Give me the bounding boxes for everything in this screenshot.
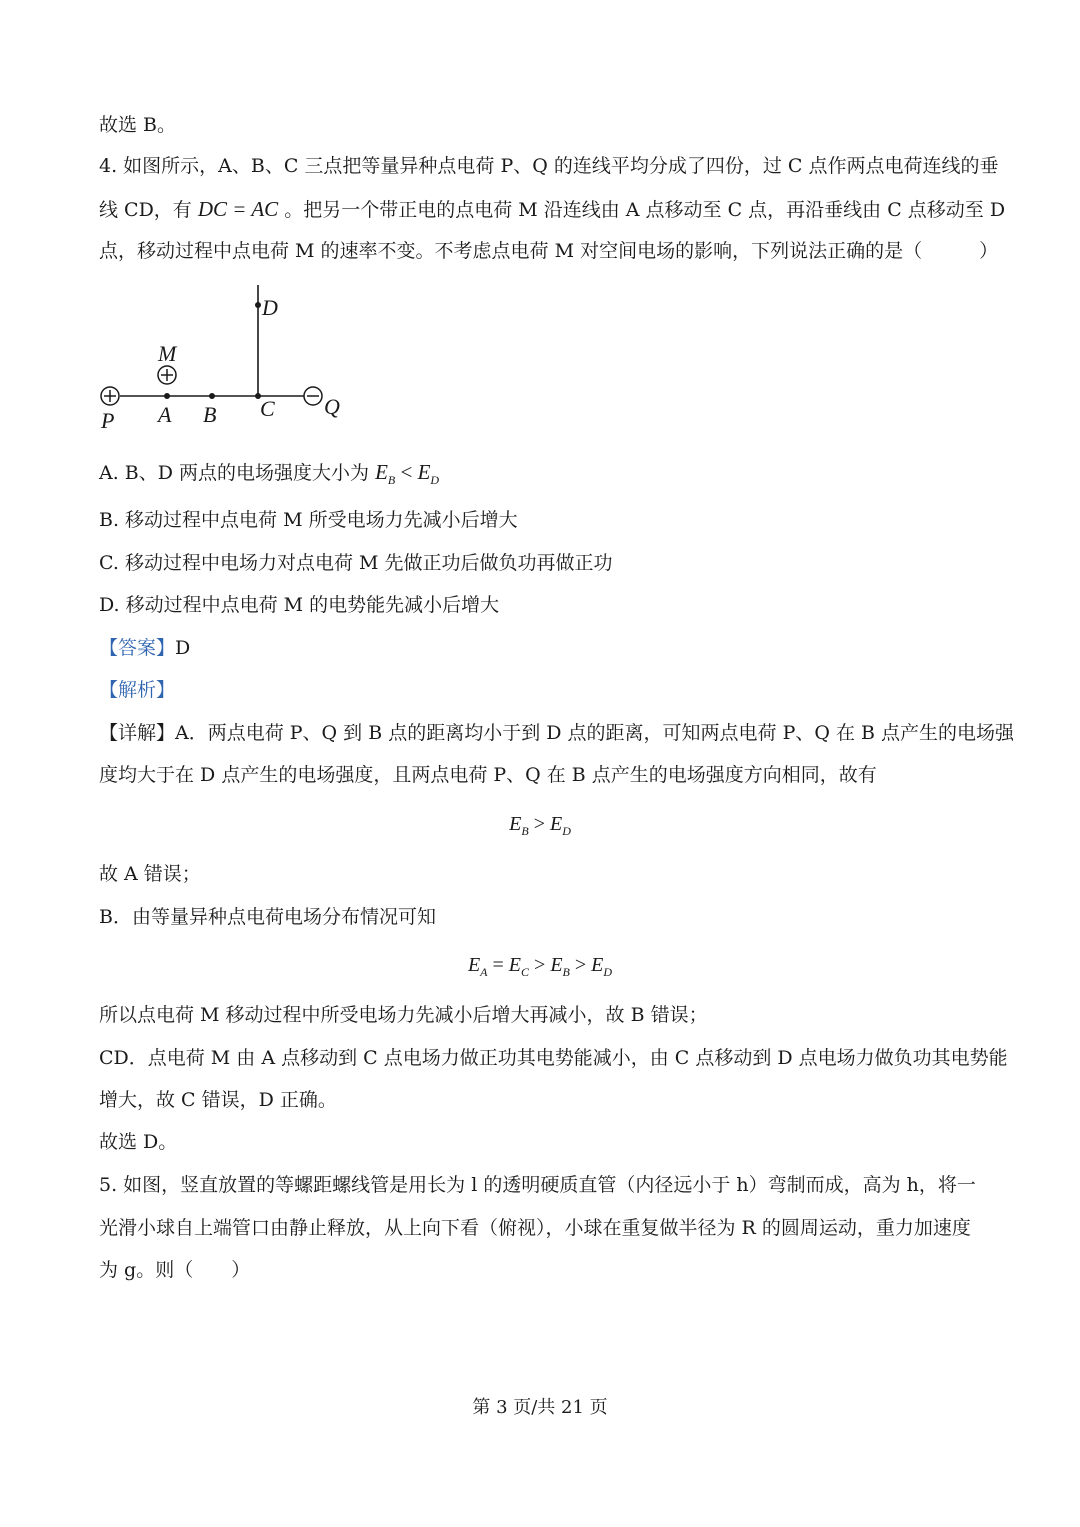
equation-2: $E_A = E_C > E_B > E_D$ [467,954,613,979]
option-c: C. 移动过程中电场力对点电荷 M 先做正功后做负功再做正功 [99,552,613,574]
charge-m-plus [158,366,176,384]
q5-stem-line1: 5. 如图，竖直放置的等螺距螺线管是用长为 l 的透明硬质直管（内径远小于 h）弯制而成，高为 h，将一 [99,1174,976,1196]
detail-tag: 【详解】 [99,722,176,744]
option-d: D. 移动过程中点电荷 M 的电势能先减小后增大 [99,594,500,616]
charge-p-plus [101,387,119,405]
detail-line2: 度均大于在 D 点产生的电场强度，且两点电荷 P、Q 在 B 点产生的电场强度方向相同，故有 [99,764,877,786]
answer-value: D [175,637,191,659]
detail-line5: 所以点电荷 M 移动过程中所受电场力先减小后增大再减小，故 B 错误； [99,1004,708,1026]
q5-stem-line2: 光滑小球自上端管口由静止释放，从上向下看（俯视），小球在重复做半径为 R 的圆周运动，重力加速度 [99,1217,971,1239]
q4-stem-line2a: 线 CD，有 [99,199,198,221]
detail-line6: CD．点电荷 M 由 A 点移动到 C 点电场力做正功其电势能减小，由 C 点移动到 D 点电场力做负功其电势能 [99,1047,1008,1069]
label-p: P [101,408,115,433]
page-footer: 第 3 页/共 21 页 [472,1397,608,1418]
detail-line1: 【详解】A．两点电荷 P、Q 到 B 点的距离均小于到 D 点的距离，可知两点电荷 P、Q 在 B 点产生的电场强 [99,722,1015,744]
label-b: B [203,402,217,427]
q4-stem-line2b: 。把另一个带正电的点电荷 M 沿连线由 A 点移动至 C 点，再沿垂线由 C 点移动至 D [278,199,1006,221]
label-c: C [260,396,275,421]
option-b: B. 移动过程中点电荷 M 所受电场力先减小后增大 [99,509,518,531]
answer-tag: 【答案】 [99,637,176,659]
q4-condition-eq: DC = AC [197,197,279,221]
detail-line4: B．由等量异种点电荷电场分布情况可知 [99,906,436,928]
q4-stem-line2 [99,197,1005,222]
detail-line3: 故 A 错误； [99,863,201,885]
option-a-text: A. B、D 两点的电场强度大小为 [99,462,376,484]
point-d [255,302,261,308]
prev-conclusion: 故选 B。 [99,114,177,136]
label-d: D [262,295,278,320]
option-a: A. B、D 两点的电场强度大小为 $E_B < E_D$ [99,460,440,488]
q5-stem-line3: 为 g。则（ ） [99,1259,251,1281]
charge-q-minus [304,387,322,405]
equation-1: $E_B > E_D$ [509,813,571,838]
analysis-tag: 【解析】 [99,679,176,701]
label-q: Q [324,394,340,419]
detail-line7: 增大，故 C 错误，D 正确。 [99,1089,337,1111]
answer-line [99,636,190,660]
label-m: M [158,341,177,366]
q4-stem-line3: 点，移动过程中点电荷 M 的速率不变。不考虑点电荷 M 对空间电场的影响，下列说法正确的是（ ） [99,240,999,262]
q4-stem-line1: 4. 如图所示，A、B、C 三点把等量异种点电荷 P、Q 的连线平均分成了四份，过 C 点作两点电荷连线的垂 [99,155,999,177]
point-a [164,393,170,399]
charge-diagram [95,285,365,435]
label-a: A [158,402,172,427]
point-b [209,393,215,399]
detail-line8: 故选 D。 [99,1131,178,1153]
